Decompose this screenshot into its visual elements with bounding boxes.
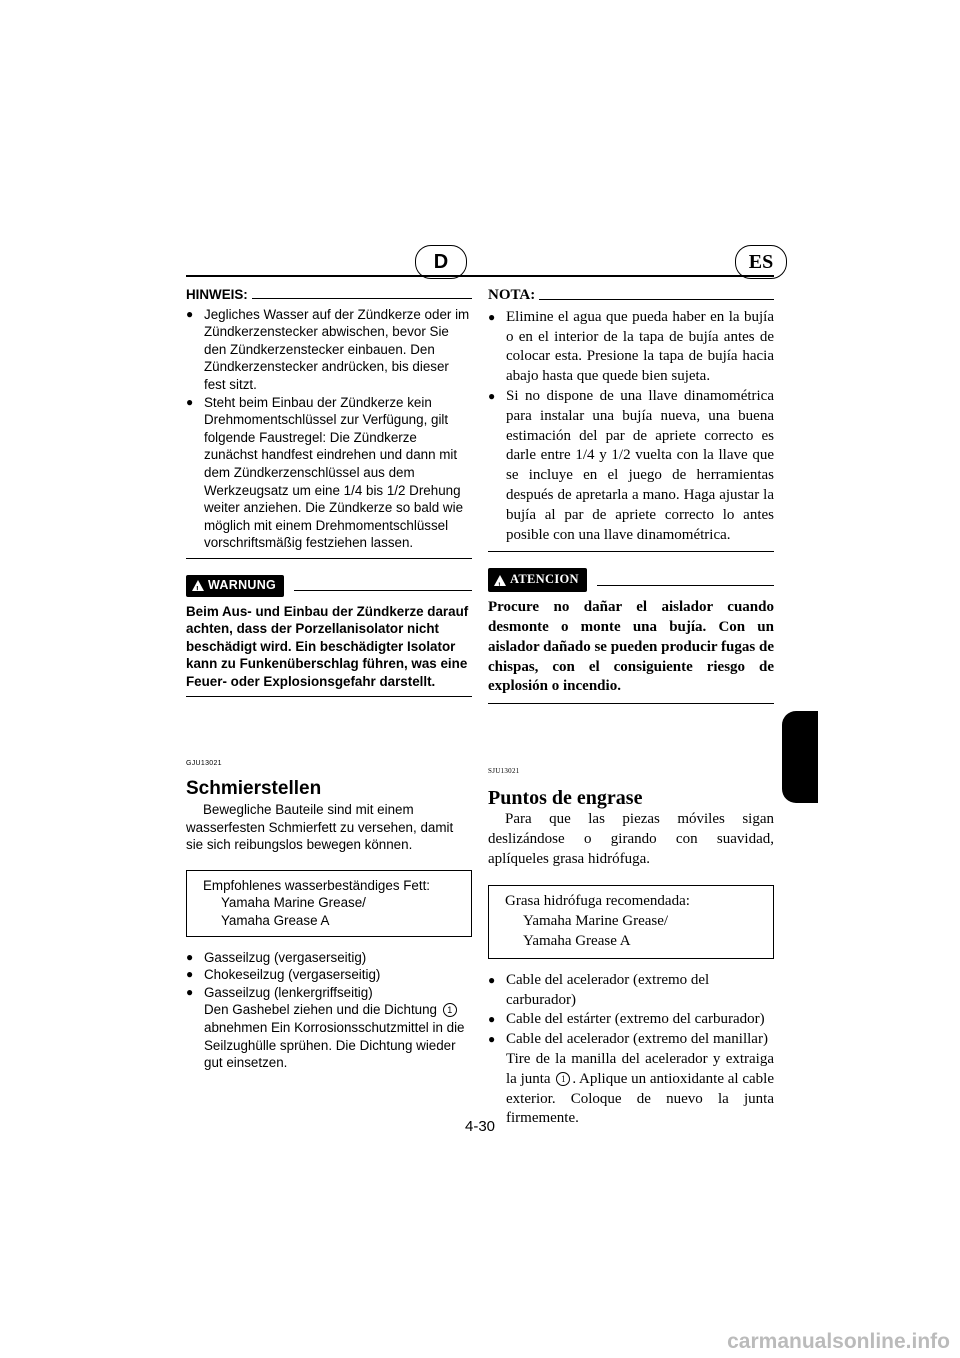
lubrication-list bbox=[488, 971, 774, 1129]
section-title: Schmierstellen bbox=[186, 778, 322, 800]
note-heading: HINWEIS: bbox=[186, 286, 472, 304]
column-spanish bbox=[488, 286, 774, 1129]
section-code: SJU13021 bbox=[488, 767, 520, 776]
warning-heading bbox=[488, 568, 774, 592]
language-badge-es: ES bbox=[735, 245, 787, 279]
box-title: Empfohlenes wasserbeständiges Fett: bbox=[203, 877, 431, 893]
warning-heading bbox=[186, 575, 472, 597]
section-title: Puntos de engrase bbox=[488, 786, 643, 809]
watermark: carmanualsonline.info bbox=[727, 1330, 950, 1353]
list-item: ● Cable del acelerador (extremo del manillar) Tire de la manilla del acelerador y extraiga la junta 1 . Aplique un antioxidante al cable exterior. Coloque de nuevo la junta firmemente. bbox=[488, 1030, 774, 1129]
note-list bbox=[488, 308, 774, 546]
box-line: Yamaha Grease A bbox=[523, 932, 631, 949]
header-rule bbox=[186, 275, 774, 277]
grease-spec-box bbox=[186, 870, 472, 937]
list-item: ● Gasseilzug (vergaserseitig) bbox=[186, 949, 472, 967]
note-list bbox=[186, 306, 472, 552]
grease-spec-box bbox=[488, 885, 774, 958]
note-item: ● Elimine el agua que pueda haber en la bujía o en el interior de la tapa de bujía antes de colocar esta. Presione la tapa de bujía hacia abajo hasta que quede bien sujeta. bbox=[488, 308, 774, 387]
note-item: ● Si no dispone de una llave dinamométrica para instalar una bujía nueva, una buena estimación del par de apriete correcto es darle entre 1/4 y 1/2 vuelta con la llave que se incluye en el juego de herramientas después de apretarla a mano. Haga ajustar la bujía al par de apriete correcto lo antes posible con una llave dinamométrica. bbox=[488, 387, 774, 545]
page-number: 4-30 bbox=[464, 1118, 496, 1135]
list-item: ● Cable del acelerador (extremo del carburador) bbox=[488, 971, 774, 1011]
note-heading: NOTA: bbox=[488, 286, 774, 306]
warning-text: Beim Aus- und Einbau der Zündkerze darauf achten, dass der Porzellanisolator nicht beschädigt wird. Ein beschädigter Isolator kann zu Funkenüberschlag führen, was eine Feuer- oder Explosionsgefahr darstellt. bbox=[186, 603, 472, 698]
section-code: GJU13021 bbox=[186, 760, 222, 768]
divider bbox=[488, 551, 774, 552]
list-item: ● Gasseilzug (lenkergriffseitig) Den Gashebel ziehen und die Dichtung 1 abnehmen Ein Korrosionsschutzmittel in die Seilzughülle sprühen. Die Dichtung wieder gut einsetzen. bbox=[186, 984, 472, 1072]
section-intro: Para que las piezas móviles sigan deslizándose o girando con suavidad, aplíqueles grasa hidrófuga. bbox=[488, 810, 774, 867]
warning-text: Procure no dañar el aislador cuando desmonte o monte una bujía. Con un aislador dañado se pueden producir fugas de chispas, con el consiguiente riesgo de explosión o incendio. bbox=[488, 598, 774, 704]
box-line: Yamaha Grease A bbox=[221, 913, 330, 929]
warning-badge: ! ATENCION bbox=[488, 568, 587, 592]
warning-triangle-icon bbox=[192, 580, 204, 591]
section-intro: Bewegliche Bauteile sind mit einem wasserfesten Schmierfett zu versehen, damit sie sich reibungslos bewegen können. bbox=[186, 802, 454, 853]
box-title: Grasa hidrófuga recomendada: bbox=[505, 893, 690, 910]
chapter-side-tab bbox=[782, 711, 818, 803]
warning-triangle-icon bbox=[494, 575, 506, 586]
box-line: Yamaha Marine Grease/ bbox=[523, 913, 669, 930]
note-item: ● Jegliches Wasser auf der Zündkerze oder im Zündkerzenstecker abwischen, bevor Sie den Zündkerzenstecker einbauen. Den Zündkerzenstecker andrücken, bis dieser fest sitzt. bbox=[186, 306, 472, 394]
language-badge-de: D bbox=[415, 245, 467, 279]
divider bbox=[186, 558, 472, 559]
callout-number: 1 bbox=[443, 1003, 457, 1017]
lubrication-list bbox=[186, 949, 472, 1072]
warning-badge: ! WARNUNG bbox=[186, 575, 284, 597]
callout-number: 1 bbox=[556, 1072, 570, 1086]
box-line: Yamaha Marine Grease/ bbox=[221, 895, 366, 911]
list-item: ● Cable del estárter (extremo del carburador) bbox=[488, 1010, 774, 1030]
column-german bbox=[186, 286, 472, 1072]
note-item: ● Steht beim Einbau der Zündkerze kein Drehmomentschlüssel zur Verfügung, gilt folgende Faustregel: Die Zündkerze zunächst handfest eindrehen und dann mit dem Zündkerzenschlüssel aus dem Werkzeugsatz um eine 1/4 bis 1/2 Drehung weiter anziehen. Die Zündkerze so bald wie möglich mit einem Drehmomentschlüssel vorschriftsmäßig festziehen lassen. bbox=[186, 394, 472, 552]
list-item: ● Chokeseilzug (vergaserseitig) bbox=[186, 966, 472, 984]
